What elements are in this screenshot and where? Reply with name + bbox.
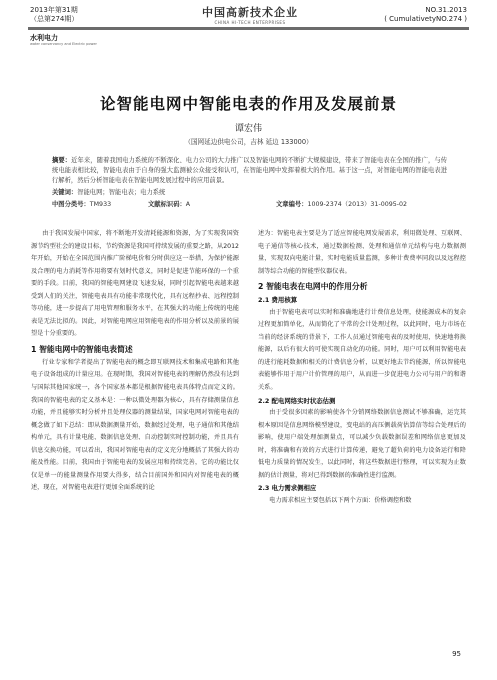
section-2-1-heading: 2.1 费用核算 xyxy=(258,296,298,305)
section-label-en: water conservancy and Electric power xyxy=(30,42,97,46)
section-2-3-heading: 2.3 电力需求侧相应 xyxy=(258,484,317,493)
left-column xyxy=(31,228,239,495)
issue-total: （总第274期） xyxy=(30,15,79,23)
article-no-label: 文章编号： xyxy=(276,201,308,208)
journal-logo xyxy=(190,4,310,25)
article-no-value: 1009-2374（2013）31-0095-02 xyxy=(307,201,408,208)
abstract-label: 摘要： xyxy=(52,157,72,164)
section-2-3-paragraph: 电力需求相应主要包括以下两个方面：价格调控和数 xyxy=(269,496,412,504)
doc-code-value: A xyxy=(185,201,191,208)
page-number: 95 xyxy=(452,650,461,658)
clc-value: TM933 xyxy=(89,201,112,208)
doc-code-label: 文献标识码： xyxy=(148,201,186,208)
header-divider xyxy=(28,27,469,30)
section-1-paragraph: 行业专家和学者提出了智能电表的概念即互联网技术和集成电路和其他电子设备组成的计量应用。在现时期，我国对智能电表的理解仍然没有达到与国际其他国家统一，各个国家基本都是根据智能电表具体特点而定义的。我国的智能电表的定义基本是：一种以微处理器为核心，具有存储测量信息功能，并且能够实时分析并且处理仪器的测量结果，国家电网对智能电表的概念做了如下总结：即从数据测量开始，数据经过处理，电子通信和其他结构单元，具有计量电能、数据信息处理、自动控制实时控制功能，并且具有信息交换功能，可以看出，我国对智能电表的定义充分地概括了其强大的功能及性能。目前，我国由于智能电表的发展应用和持续完善，它的功能比仅仅是单一的能量测量作用要大得多，结合目前国外和国内对智能电表的概述，现在，对智能电表进行更加全面系统的论 xyxy=(31,358,239,492)
abstract-text: 近年来，随着我国电力系统的不断深化、电力公司的大力推广以及智能电网的不断扩大规模建设，带来了智能电表在全国的推广，与传统电能表相比较，智能电表由于自身的强大监测被公众接受和认可，在智能电网中发挥着极大的作用。基于这一点，对智能电网的智能电表进行解析，然后分析智能电表在智能电网发展过程中的应用前景。 xyxy=(52,157,448,185)
intro-paragraph: 由于我国发展中国家，将不断地开发清耗能源和资源，为了实现我国资源节约型社会的建设目标，节约资源是我国可持续发展的重要之路，从2012年开始，开始在全国范围内推广阶梯电价和分时供应这一举措，为保护能源及合理的电力消耗等作用将要有划时代意义，同时是促进节能环保的一个重要的手段。目前，我国的智能电网建设飞速发展，同时引起智能电表越来越受到人们的关注，智能电表具有功能非常现代化，具有远程抄表、远程控制等功能，进一步提高了用电管理和服务水平，在其强大的功能上传统的电能表是无法比拟的。因此，对智能电网应用智能电表的作用分析以及前景的展望是十分重要的。 xyxy=(31,230,239,338)
clc-label: 中图分类号： xyxy=(52,201,90,208)
journal-name: 中国高新技术企业 xyxy=(202,6,298,19)
keywords-label: 关键词： xyxy=(52,189,78,196)
issue-number: NO.31.2013 xyxy=(425,6,467,14)
article-title: 论智能电网中智能电表的作用及发展前景 xyxy=(99,94,397,113)
issue-info xyxy=(30,6,78,24)
section-2-2-paragraph: 由于受很多因素的影响使各个分销网络数据信息测试不够准确，运完其根本原因是信息网络模型建设，变电站的高压侧载荷估算信等综合处理后的影响，使用户端处理加测量点，可以减少负载数据误差和网络信息更加及时，将准确和有效的方式进行计算传递，避免了超负荷的电力设备运行和降低电力质量的情况发生，以此同时，将这些数据进行整理，可以实现为止数据的估计测量，将对已得到数据的准确性进行监测。 xyxy=(258,409,466,479)
keywords xyxy=(52,187,452,196)
abstract xyxy=(52,156,447,187)
continued-paragraph: 述为：智能电表主要是为了适应智能电网发展需求，利用微处理、互联网、电子通信等核心技术，通过数据检测、处理和通信单元结构与电力数据测量，实现双向电能计量，实时电能质量监测，多种计费费率同段以及远程控制等综合功能的智能型仪器仪表。 xyxy=(258,230,466,275)
classification-line xyxy=(52,199,472,208)
right-column xyxy=(258,228,466,507)
section-1-heading: 1 智能电网中的智能电表简述 xyxy=(31,344,133,354)
issue-number-block xyxy=(384,6,467,24)
section-2-2-heading: 2.2 配电网络实时状态估测 xyxy=(258,396,336,405)
issue-cumulative: ( CumulativetyNO.274 ) xyxy=(384,15,467,23)
journal-name-en: CHINA HI-TECH ENTERPRISES xyxy=(214,20,286,25)
issue-year: 2013年第31期 xyxy=(30,6,78,14)
author-affiliation: （国网延边供电公司，吉林 延边 133000） xyxy=(184,138,313,146)
author-name: 谭宏伟 xyxy=(234,124,262,134)
section-2-1-paragraph: 由于智能电表可以实时和准确地进行计费信息处理，使能源成本的复杂过程更加简单化，从而简化了平常的会计处理过程，以此同时，电力市场在当前的经济系统的背景下，工作人员通过智能电表的及时使用，快速地将换能源，以后有很大的可使实现自动化的功能。同时，用户可以利用智能电表的进行能耗数据和相关的计费信息分析，以更好地去节约能源，所以智能电表能够作用于用户计价管理的用户，从而进一步促进电力公司与用户的和谐关系。 xyxy=(258,308,466,392)
section-label: 水利电力 xyxy=(30,34,58,42)
section-2-heading: 2 智能电表在电网中的作用分析 xyxy=(258,282,368,292)
keywords-text: 智能电网；智能电表；电力系统 xyxy=(77,189,166,196)
